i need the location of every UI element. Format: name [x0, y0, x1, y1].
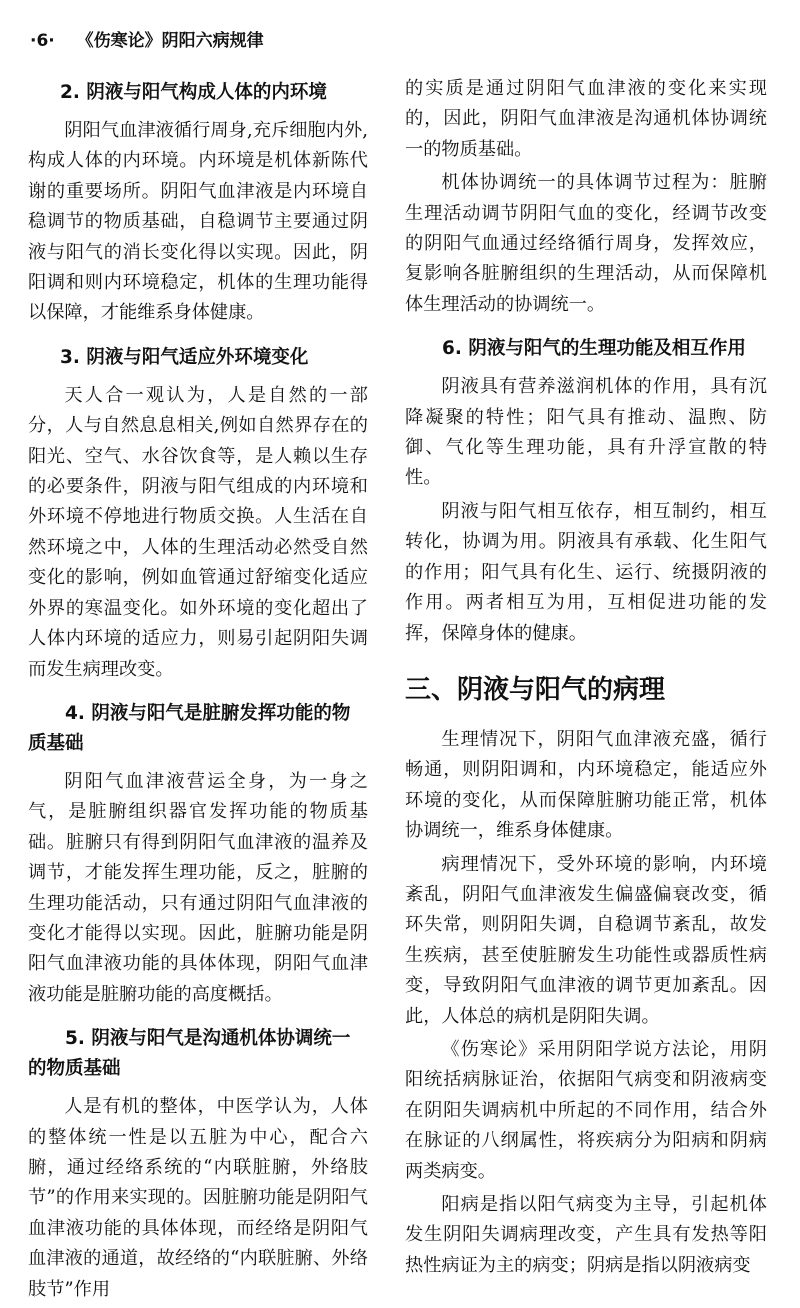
paragraph-4: 阴阳气血津液营运全身，为一身之气，是脏腑组织器官发挥功能的物质基础。脏腑只有得到阴阳气血津液的温养及调节，才能发挥生理功能，反之，脏腑的生理功能活动，只有通过阴阳气血津液的变化才能得以实现。因此，脏腑功能是阴阳气血津液功能的具体体现，阴阳气血津液功能是脏腑功能的高度概括。 — [28, 770, 368, 1005]
paragraph-6a: 阴液具有营养滋润机体的作用，具有沉降凝聚的特性；阳气具有推动、温煦、防御、气化等生理功能，具有升浮宣散的特性。 — [405, 376, 767, 489]
heading-4: 4. 阴液与阳气是脏腑发挥功能的物质基础 — [28, 702, 351, 754]
paragraph-6b: 阴液与阳气相互依存，相互制约，相互转化，协调为用。阴液具有承载、化生阳气的作用；阳气具有化生、运行、统摄阴液的作用。两者相互为用，互相促进功能的发挥，保障身体的健康。 — [405, 500, 767, 644]
paragraph-10: 阳病是指以阳气病变为主导，引起机体发生阴阳失调病理改变，产生具有发热等阳热性病证为主的病变；阴病是指以阴液病变 — [405, 1194, 767, 1276]
section-heading-3: 三、阴液与阳气的病理 — [405, 674, 666, 705]
paragraph-9: 《伤寒论》采用阴阳学说方法论，用阴阳统括病脉证治，依据阳气病变和阴液病变在阴阳失调病机中所起的不同作用，结合外在脉证的八纲属性，将疾病分为阳病和阴病两类病变。 — [405, 1038, 767, 1182]
paragraph-8: 病理情况下，受外环境的影响，内环境紊乱，阴阳气血津液发生偏盛偏衰改变，循环失常，则阴阳失调，自稳调节紊乱，故发生疾病，甚至使脏腑发生功能性或器质性病变，导致阴阳气血津液的调节更加紊乱。因此，人体总的病机是阴阳失调。 — [405, 853, 767, 1027]
paragraph-5: 人是有机的整体，中医学认为，人体的整体统一性是以五脏为中心，配合六腑，通过经络系统的“内联脏腑，外络肢节”的作用来实现的。因脏腑功能是阴阳气血津液功能的具体体现，而经络是阴阳气血津液的通道，故经络的“内联脏腑、外络肢节”作用 — [28, 1096, 368, 1300]
heading-6: 6. 阴液与阳气的生理功能及相互作用 — [442, 338, 746, 360]
right-column — [405, 74, 767, 1284]
paragraph-7: 生理情况下，阴阳气血津液充盛，循行畅通，则阴阳调和，内环境稳定，能适应外环境的变化，从而保障脏腑功能正常，机体协调统一，维系身体健康。 — [405, 728, 767, 842]
heading-2: 2. 阴液与阳气构成人体的内环境 — [60, 82, 327, 103]
paragraph-5-continued: 的实质是通过阴阳气血津液的变化来实现的，因此，阴阳气血津液是沟通机体协调统一的物质基础。 — [405, 78, 767, 160]
book-title: 《伤寒论》阴阳六病规律 — [76, 31, 264, 51]
heading-3: 3. 阴液与阳气适应外环境变化 — [60, 346, 309, 368]
paragraph-3: 天人合一观认为，人是自然的一部分，人与自然息息相关,例如自然界存在的阳光、空气、水谷饮食等，是人赖以生存的必要条件，阴液与阳气组成的内环境和外环境不停地进行物质交换。人生活在自然环境之中，人体的生理活动必然受自然变化的影响，例如血管通过舒缩变化适应外界的寒温变化。如外环境的变化超出了人体内环境的适应力，则易引起阴阳失调而发生病理改变。 — [28, 384, 368, 680]
paragraph-2: 阴阳气血津液循行周身,充斥细胞内外,构成人体的内环境。内环境是机体新陈代谢的重要场所。阴阳气血津液是内环境自稳调节的物质基础，自稳调节主要通过阴液与阳气的消长变化得以实现。因此，阴阳调和则内环境稳定，机体的生理功能得以保障，才能维系身体健康。 — [28, 120, 368, 324]
heading-5: 5. 阴液与阳气是沟通机体协调统一的物质基础 — [28, 1028, 351, 1080]
page-number: ·6· — [30, 31, 55, 51]
left-column — [28, 78, 368, 1308]
running-header — [30, 26, 264, 54]
paragraph-5b: 机体协调统一的具体调节过程为：脏腑生理活动调节阴阳气血的变化，经调节改变的阴阳气血通过经络循行周身，发挥效应，复影响各脏腑组织的生理活动，从而保障机体生理活动的协调统一。 — [405, 172, 767, 315]
